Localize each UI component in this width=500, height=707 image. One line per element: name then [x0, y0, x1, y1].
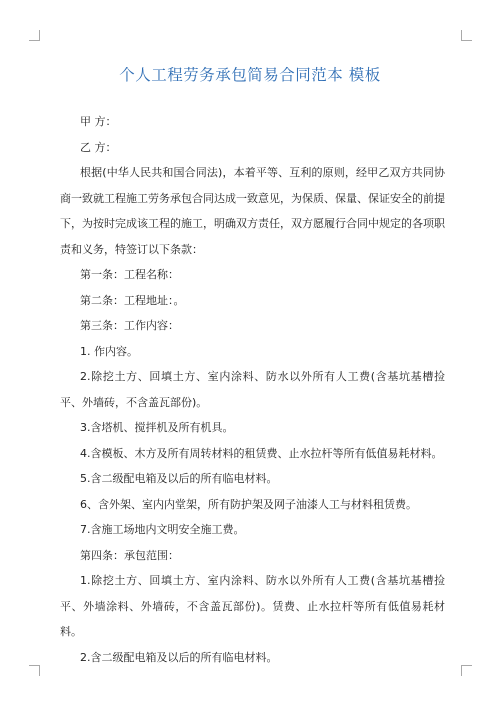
- work-item: 4.含模板、木方及所有周转材料的租赁费、止水拉杆等所有低值易耗材料。: [80, 446, 443, 460]
- preamble-paragraph: 根据(中华人民共和国合同法)，本着平等、互利的原则，经甲乙双方共同协商一致就工程施工劳务承包合同达成一致意见，为保质、保量、保证安全的前提下，为按时完成该工程的施工，明确双方责任，双方愿履行合同中规定的各项职责和义务，特签订以下条款：: [60, 166, 445, 256]
- crop-mark-top-right: [461, 30, 472, 41]
- article-2-heading: 第二条：工程地址：。: [80, 293, 185, 307]
- crop-mark-bottom-left: [29, 665, 40, 676]
- work-item: 5.含二级配电箱及以后的所有临电材料。: [80, 472, 278, 485]
- work-item: 6、含外架、室内内堂架，所有防护架及网子油漆人工与材料租赁费。: [80, 497, 417, 511]
- work-item: 3.含塔机、搅拌机及所有机具。: [80, 421, 234, 434]
- party-a-line: 甲 方：: [80, 115, 117, 128]
- work-item: 2.除挖土方、回填土方、室内涂料、防水以外所有人工费(含基坑基槽捡平、外墙砖，不含盖瓦部份)。: [60, 370, 445, 409]
- work-item: 7.含施工场地内文明安全施工费。: [80, 523, 245, 536]
- party-b-line: 乙 方：: [80, 140, 117, 154]
- document-title: 个人工程劳务承包简易合同范本 模板: [119, 66, 381, 84]
- scope-item: 1.除挖土方、回填土方、室内涂料、防水以外所有人工费(含基坑基槽捡平、外墙涂料、外墙砖，不含盖瓦部份)。赁费、止水拉杆等所有低值易耗材料。: [60, 574, 445, 638]
- crop-mark-bottom-right: [461, 665, 472, 676]
- scope-item: 2.含二级配电箱及以后的所有临电材料。: [80, 650, 278, 664]
- article-3-heading: 第三条：工作内容：: [80, 319, 179, 332]
- document-body: [60, 109, 445, 670]
- crop-mark-top-left: [29, 30, 40, 41]
- work-item: 1. 作内容。: [80, 344, 138, 358]
- article-4-heading: 第四条：承包范围：: [80, 548, 179, 562]
- article-1-heading: 第一条：工程名称：: [80, 268, 179, 281]
